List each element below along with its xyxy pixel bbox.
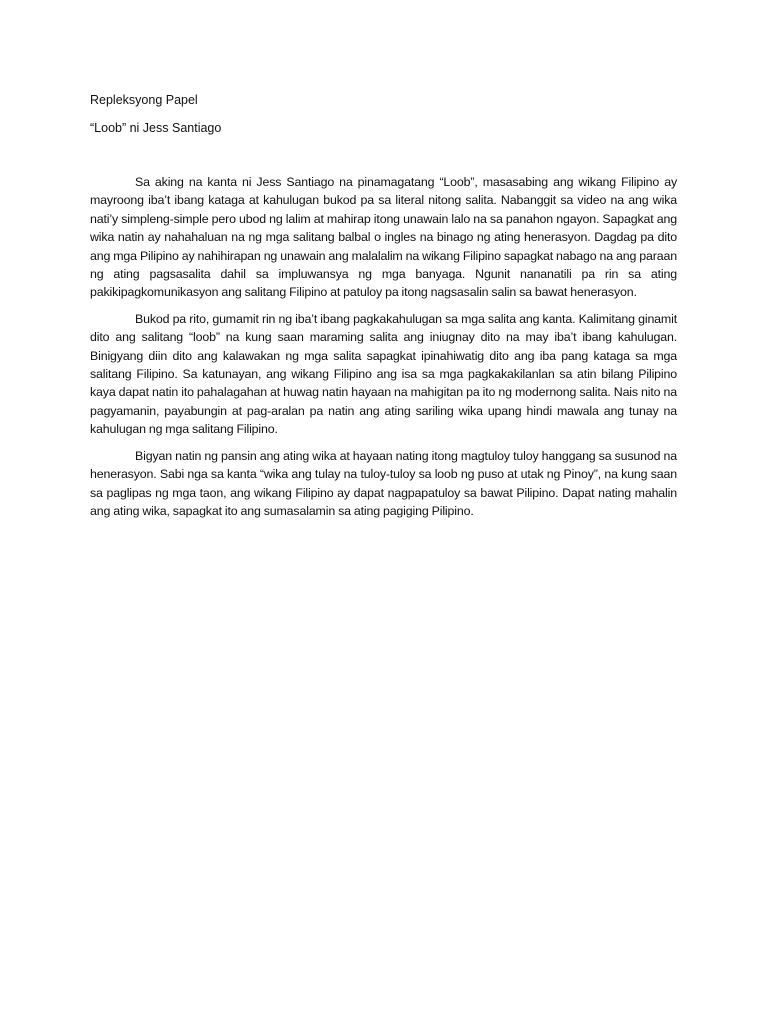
document-subtitle: “Loob” ni Jess Santiago bbox=[90, 121, 222, 135]
paragraph-2: Bukod pa rito, gumamit rin ng iba’t ibang pagkakahulugan sa mga salita ang kanta. Kalimitang ginamit dito ang salitang “loob” na kung saan maraming salita ang iniugnay dito na may iba’t ibang kahulugan. Binigyang diin dito ang kalawakan ng mga salita sapagkat ipinahiwatig dito ang iba pang kataga sa mga salitang Filipino. Sa katunayan, ang wikang Filipino ang isa sa mga pagkakakilanlan sa atin bilang Pilipino kaya dapat natin ito pahalagahan at huwag natin hayaan na mahigitan pa ito ng modernong salita. Nais nito na pagyamanin, payabungin at pag-aralan pa natin ang ating sariling wika upang hindi mawala ang tunay na kahulugan ng mga salitang Filipino. bbox=[90, 311, 677, 437]
paragraph-3: Bigyan natin ng pansin ang ating wika at hayaan nating itong magtuloy tuloy hanggang sa susunod na henerasyon. Sabi nga sa kanta “wika ang tulay na tuloy-tuloy sa loob ng puso at utak ng Pinoy”, na kung saan sa paglipas ng mga taon, ang wikang Filipino ay dapat nagpapatuloy sa bawat Pilipino. Dapat nating mahalin ang ating wika, sapagkat ito ang sumasalamin sa ating pagiging Pilipino. bbox=[90, 448, 677, 518]
paragraph-1: Sa aking na kanta ni Jess Santiago na pinamagatang “Loob”, masasabing ang wikang Filipino ay mayroong iba’t ibang kataga at kahulugan bukod pa sa literal nitong salita. Nabanggit sa video na ang wika nati’y simpleng-simple pero ubod ng lalim at mahirap itong unawain lalo na sa panahon ngayon. Sapagkat ang wika natin ay nahahaluan na ng mga salitang balbal o ingles na binago ng ating henerasyon. Dagdag pa dito ang mga Pilipino ay nahihirapan ng unawain ang malalalim na wikang Filipino sapagkat nabago na ang paraan ng ating pagsasalita dahil sa impluwansya ng mga banyaga. Ngunit nananatili pa rin sa ating pakikipagkomunikasyon ang salitang Filipino at patuloy pa itong nagsasalin salin sa bawat henerasyon. bbox=[90, 175, 677, 300]
document-body bbox=[90, 173, 677, 520]
document-title: Repleksyong Papel bbox=[90, 93, 198, 107]
document-page bbox=[90, 88, 677, 528]
